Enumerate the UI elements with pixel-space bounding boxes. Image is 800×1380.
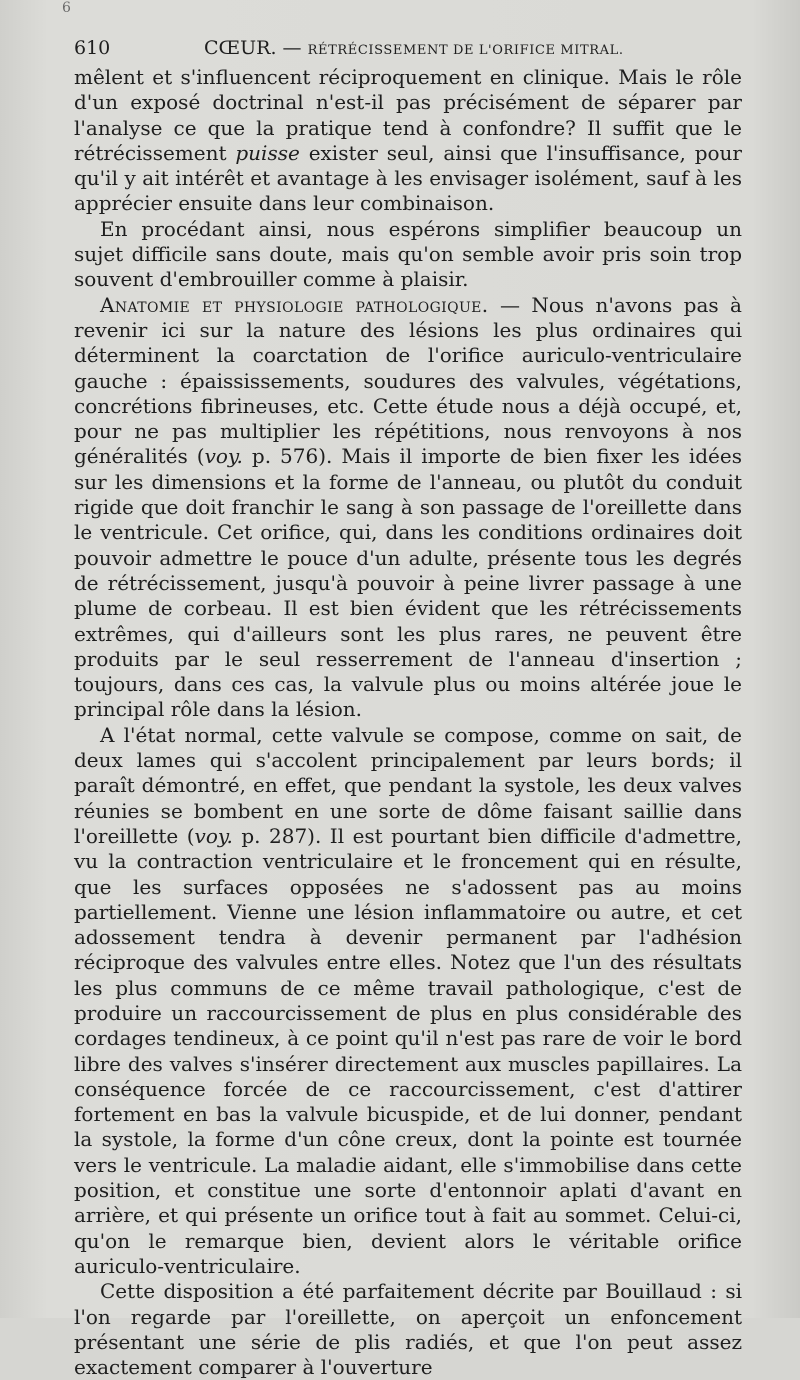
paragraph-4-text-a: A l'état normal, cette valvule se compose, comme on sait, de deux lames qui s'accolent principalement par leurs bords; il paraît démontré, en effet, que pendant la systole, les deux valves réunies se bombent en une sorte de dôme faisant saillie dans l'oreillette (	[74, 722, 742, 848]
paragraph-1-italic: puisse	[235, 140, 300, 165]
paragraph-4	[74, 723, 742, 1280]
running-header	[74, 36, 742, 60]
paragraph-1-rest: exister seul, ainsi que l'insuffisance, pour qu'il y ait intérêt et avantage à les envisager isolément, sauf à les apprécier ensuite dans leur combinaison.	[74, 140, 742, 216]
paragraph-5: Cette disposition a été parfaitement décrite par Bouillaud : si l'on regarde par l'oreillette, on aperçoit un enfoncement présentant une série de plis radiés, et que l'on peut assez exactement comparer à l'ouverture	[74, 1279, 742, 1380]
body-text	[74, 65, 742, 1380]
paragraph-3-text-a: — Nous n'avons pas à revenir ici sur la nature des lésions les plus ordinaires qui déterminent la coarctation de l'orifice auriculo-ventriculaire gauche : épaississements, soudures des valvules, végétations, concrétions fibrineuses, etc. Cette étude nous a déjà occupé, et, pour ne pas multiplier les répétitions, nous renvoyons à nos généralités (	[74, 292, 742, 469]
paragraph-3	[74, 293, 742, 723]
section-heading: Anatomie et physiologie pathologique.	[100, 292, 489, 317]
paragraph-3-ref: voy.	[204, 444, 243, 469]
paragraph-2: En procédant ainsi, nous espérons simplifier beaucoup un sujet difficile sans doute, mais qu'on semble avoir pris soin trop souvent d'embrouiller comme à plaisir.	[74, 216, 742, 292]
running-title-main: CŒUR.	[204, 37, 277, 59]
paragraph-1	[74, 65, 742, 217]
paragraph-3-text-b: p. 576). Mais il importe de bien fixer les idées sur les dimensions et la forme de l'anneau, ou plutôt du conduit rigide que doit franchir le sang à son passage de l'oreillette dans le ventricule. Cet orifice, qui, dans les conditions ordinaires doit pouvoir admettre le pouce d'un adulte, présente tous les degrés de rétrécissement, jusqu'à pouvoir à peine livrer passage à une plume de corbeau. Il est bien évident que les rétrécissements extrêmes, qui d'ailleurs sont les plus rares, ne peuvent être produits par le seul resserrement de l'anneau d'insertion ; toujours, dans ces cas, la valvule plus ou moins altérée joue le principal rôle dans la lésion.	[74, 444, 742, 722]
page-number: 610	[74, 37, 111, 59]
corner-mark: 6	[62, 0, 71, 16]
paragraph-4-ref: voy.	[194, 823, 233, 848]
paragraph-4-text-b: p. 287). Il est pourtant bien difficile d'admettre, vu la contraction ventriculaire et le froncement qui en résulte, que les surfaces opposées ne s'adossent pas au moins partiellement. Vienne une lésion inflammatoire ou autre, et cet adossement tendra à devenir permanent par l'adhésion réciproque des valvules entre elles. Notez que l'un des résultats les plus communs de ce même travail pathologique, c'est de produire un raccourcissement de plus en plus considérable des cordages tendineux, à ce point qu'il n'est pas rare de voir le bord libre des valves s'insérer directement aux muscles papillaires. La conséquence forcée de ce raccourcissement, c'est d'attirer fortement en bas la valvule bicuspide, et de lui donner, pendant la systole, la forme d'un cône creux, dont la pointe est tournée vers le ventricule. La maladie aidant, elle s'immobilise dans cette position, et constitue une sorte d'entonnoir aplati d'avant en arrière, et qui présente un orifice tout à fait au sommet. Celui-ci, qu'on le remarque bien, devient alors le véritable orifice auriculo-ventriculaire.	[74, 823, 742, 1278]
paragraph-1-text: mêlent et s'influencent réciproquement en clinique. Mais le rôle d'un exposé doctrinal n'est-il pas précisément de séparer par l'analyse ce que la pratique tend à confondre? Il suffit que le rétrécissement	[74, 65, 742, 165]
running-title-sub: RÉTRÉCISSEMENT DE L'ORIFICE MITRAL.	[307, 43, 624, 58]
running-title	[204, 36, 624, 63]
running-title-dash: —	[276, 37, 308, 59]
